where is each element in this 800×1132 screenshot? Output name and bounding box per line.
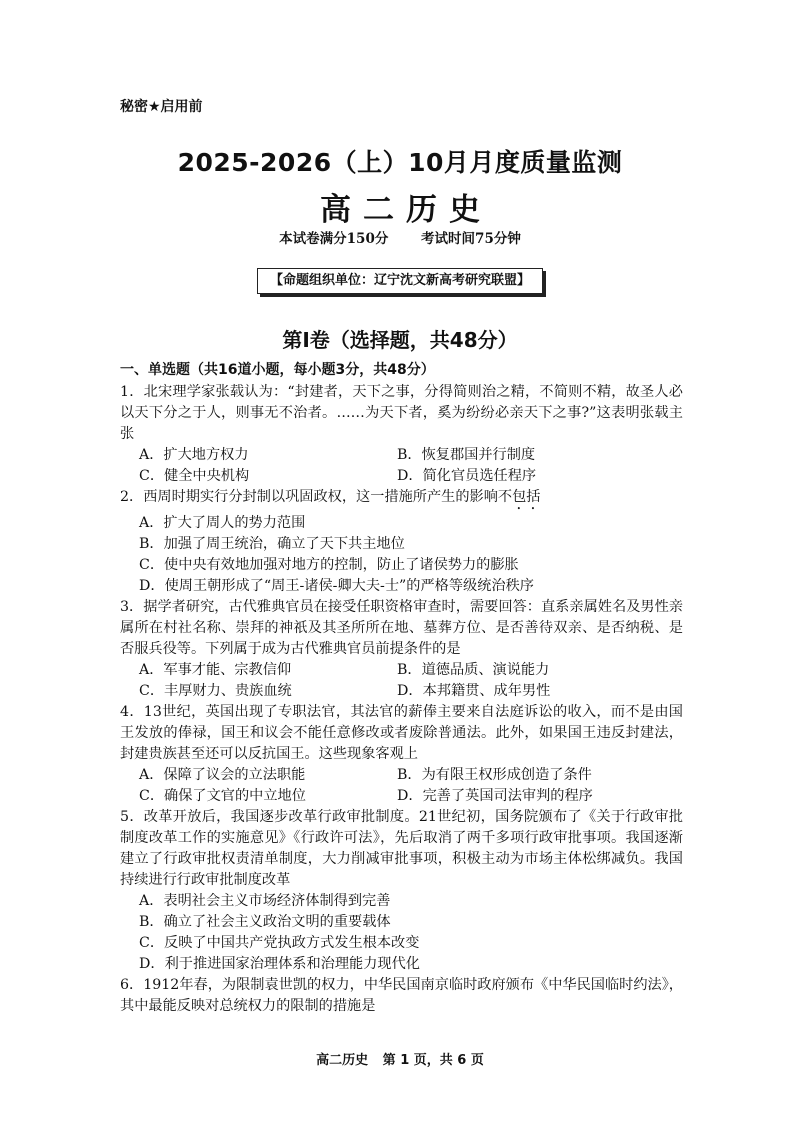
option-list [120,891,683,975]
question-stem: 4．13世纪，英国出现了专职法官，其法官的薪俸主要来自法庭诉讼的收入，而不是由国王发放的俸禄，国王和议会不能任意修改或者废除普通法。此外，如果国王违反封建法，封建贵族甚至还可以反抗国王。这些现象客观上 [120,704,683,762]
option-b[interactable]: B．确立了社会主义政治文明的重要载体 [139,914,391,930]
option-a[interactable]: A．扩大了周人的势力范围 [139,515,306,531]
option-b[interactable]: B．为有限王权形成创造了条件 [397,767,592,783]
option-list [120,513,683,597]
organizer-box: 【命题组织单位：辽宁沈文新高考研究联盟】 [257,268,543,294]
option-list [120,765,683,807]
full-score: 本试卷满分150分 [279,231,389,247]
stem-text: 2．西周时期实行分封制以巩固政权，这一措施所产生的影响不 [120,489,513,505]
option-c[interactable]: C．确保了文官的中立地位 [139,788,306,804]
option-c[interactable]: C．健全中央机构 [139,468,250,484]
page-footer [0,1049,800,1068]
option-c[interactable]: C．使中央有效地加强对地方的控制，防止了诸侯势力的膨胀 [139,557,519,573]
exam-meta [0,227,800,247]
option-d[interactable]: D．本邦籍贯、成年男性 [397,683,551,699]
question-1 [120,382,683,487]
subject-title: 高二历史 [320,192,492,228]
option-b[interactable]: B．道德品质、演说能力 [397,662,550,678]
option-b[interactable]: B．恢复郡国并行制度 [397,447,536,463]
page-number: 第 1 页，共 6 页 [382,1053,484,1068]
confidential-label: 秘密★启用前 [120,99,203,115]
option-list [120,445,683,487]
option-a[interactable]: A．军事才能、宗教信仰 [139,662,292,678]
question-2 [120,487,683,597]
exam-title: 2025-2026（上）10月月度质量监测 [177,148,623,177]
option-d[interactable]: D．简化官员选任程序 [397,468,537,484]
question-area [120,360,683,1017]
option-d[interactable]: D．利于推进国家治理体系和治理能力现代化 [139,956,420,972]
option-c[interactable]: C．反映了中国共产党执政方式发生根本改变 [139,935,420,951]
option-d[interactable]: D．使周王朝形成了“周王-诸侯-卿大夫-士”的严格等级统治秩序 [139,578,534,594]
option-list [120,660,683,702]
question-stem: 3．据学者研究，古代雅典官员在接受任职资格审查时，需要回答：直系亲属姓名及男性亲属所在村社名称、崇拜的神祇及其圣所所在地、墓葬方位、是否善待双亲、是否纳税、是否服兵役等。下列属于成为古代雅典官员前提条件的是 [120,599,683,657]
question-stem: 1．北宋理学家张载认为：“封建者，天下之事，分得简则治之精，不简则不精，故圣人必以天下分之于人，则事无不治者。……为天下者，奚为纷纷必亲天下之事?”这表明张载主张 [120,384,683,442]
emphasized-text: 包括 [512,489,541,505]
option-a[interactable]: A．表明社会主义市场经济体制得到完善 [139,893,391,909]
option-b[interactable]: B．加强了周王统治，确立了天下共主地位 [139,536,405,552]
exam-time: 考试时间75分钟 [421,231,521,247]
option-c[interactable]: C．丰厚财力、贵族血统 [139,683,292,699]
option-d[interactable]: D．完善了英国司法审判的程序 [397,788,593,804]
section-heading: 一、单选题（共16道小题，每小题3分，共48分） [120,362,435,378]
question-4 [120,702,683,807]
option-a[interactable]: A．扩大地方权力 [139,447,249,463]
option-a[interactable]: A．保障了议会的立法职能 [139,767,306,783]
question-3 [120,597,683,702]
footer-subject: 高二历史 [316,1053,369,1068]
question-6 [120,975,683,1017]
question-stem: 6．1912年春，为限制袁世凯的权力，中华民国南京临时政府颁布《中华民国临时约法》，其中最能反映对总统权力的限制的措施是 [120,977,683,1014]
question-5 [120,807,683,975]
question-stem: 5．改革开放后，我国逐步改革行政审批制度。21世纪初，国务院颁布了《关于行政审批制度改革工作的实施意见》《行政许可法》，先后取消了两千多项行政审批事项。我国逐渐建立了行政审批权责清单制度，大力削减审批事项，积极主动为市场主体松绑减负。我国持续进行行政审批制度改革 [120,809,683,888]
question-stem [120,487,683,513]
volume-title: 第Ⅰ卷（选择题，共48分） [282,328,518,352]
